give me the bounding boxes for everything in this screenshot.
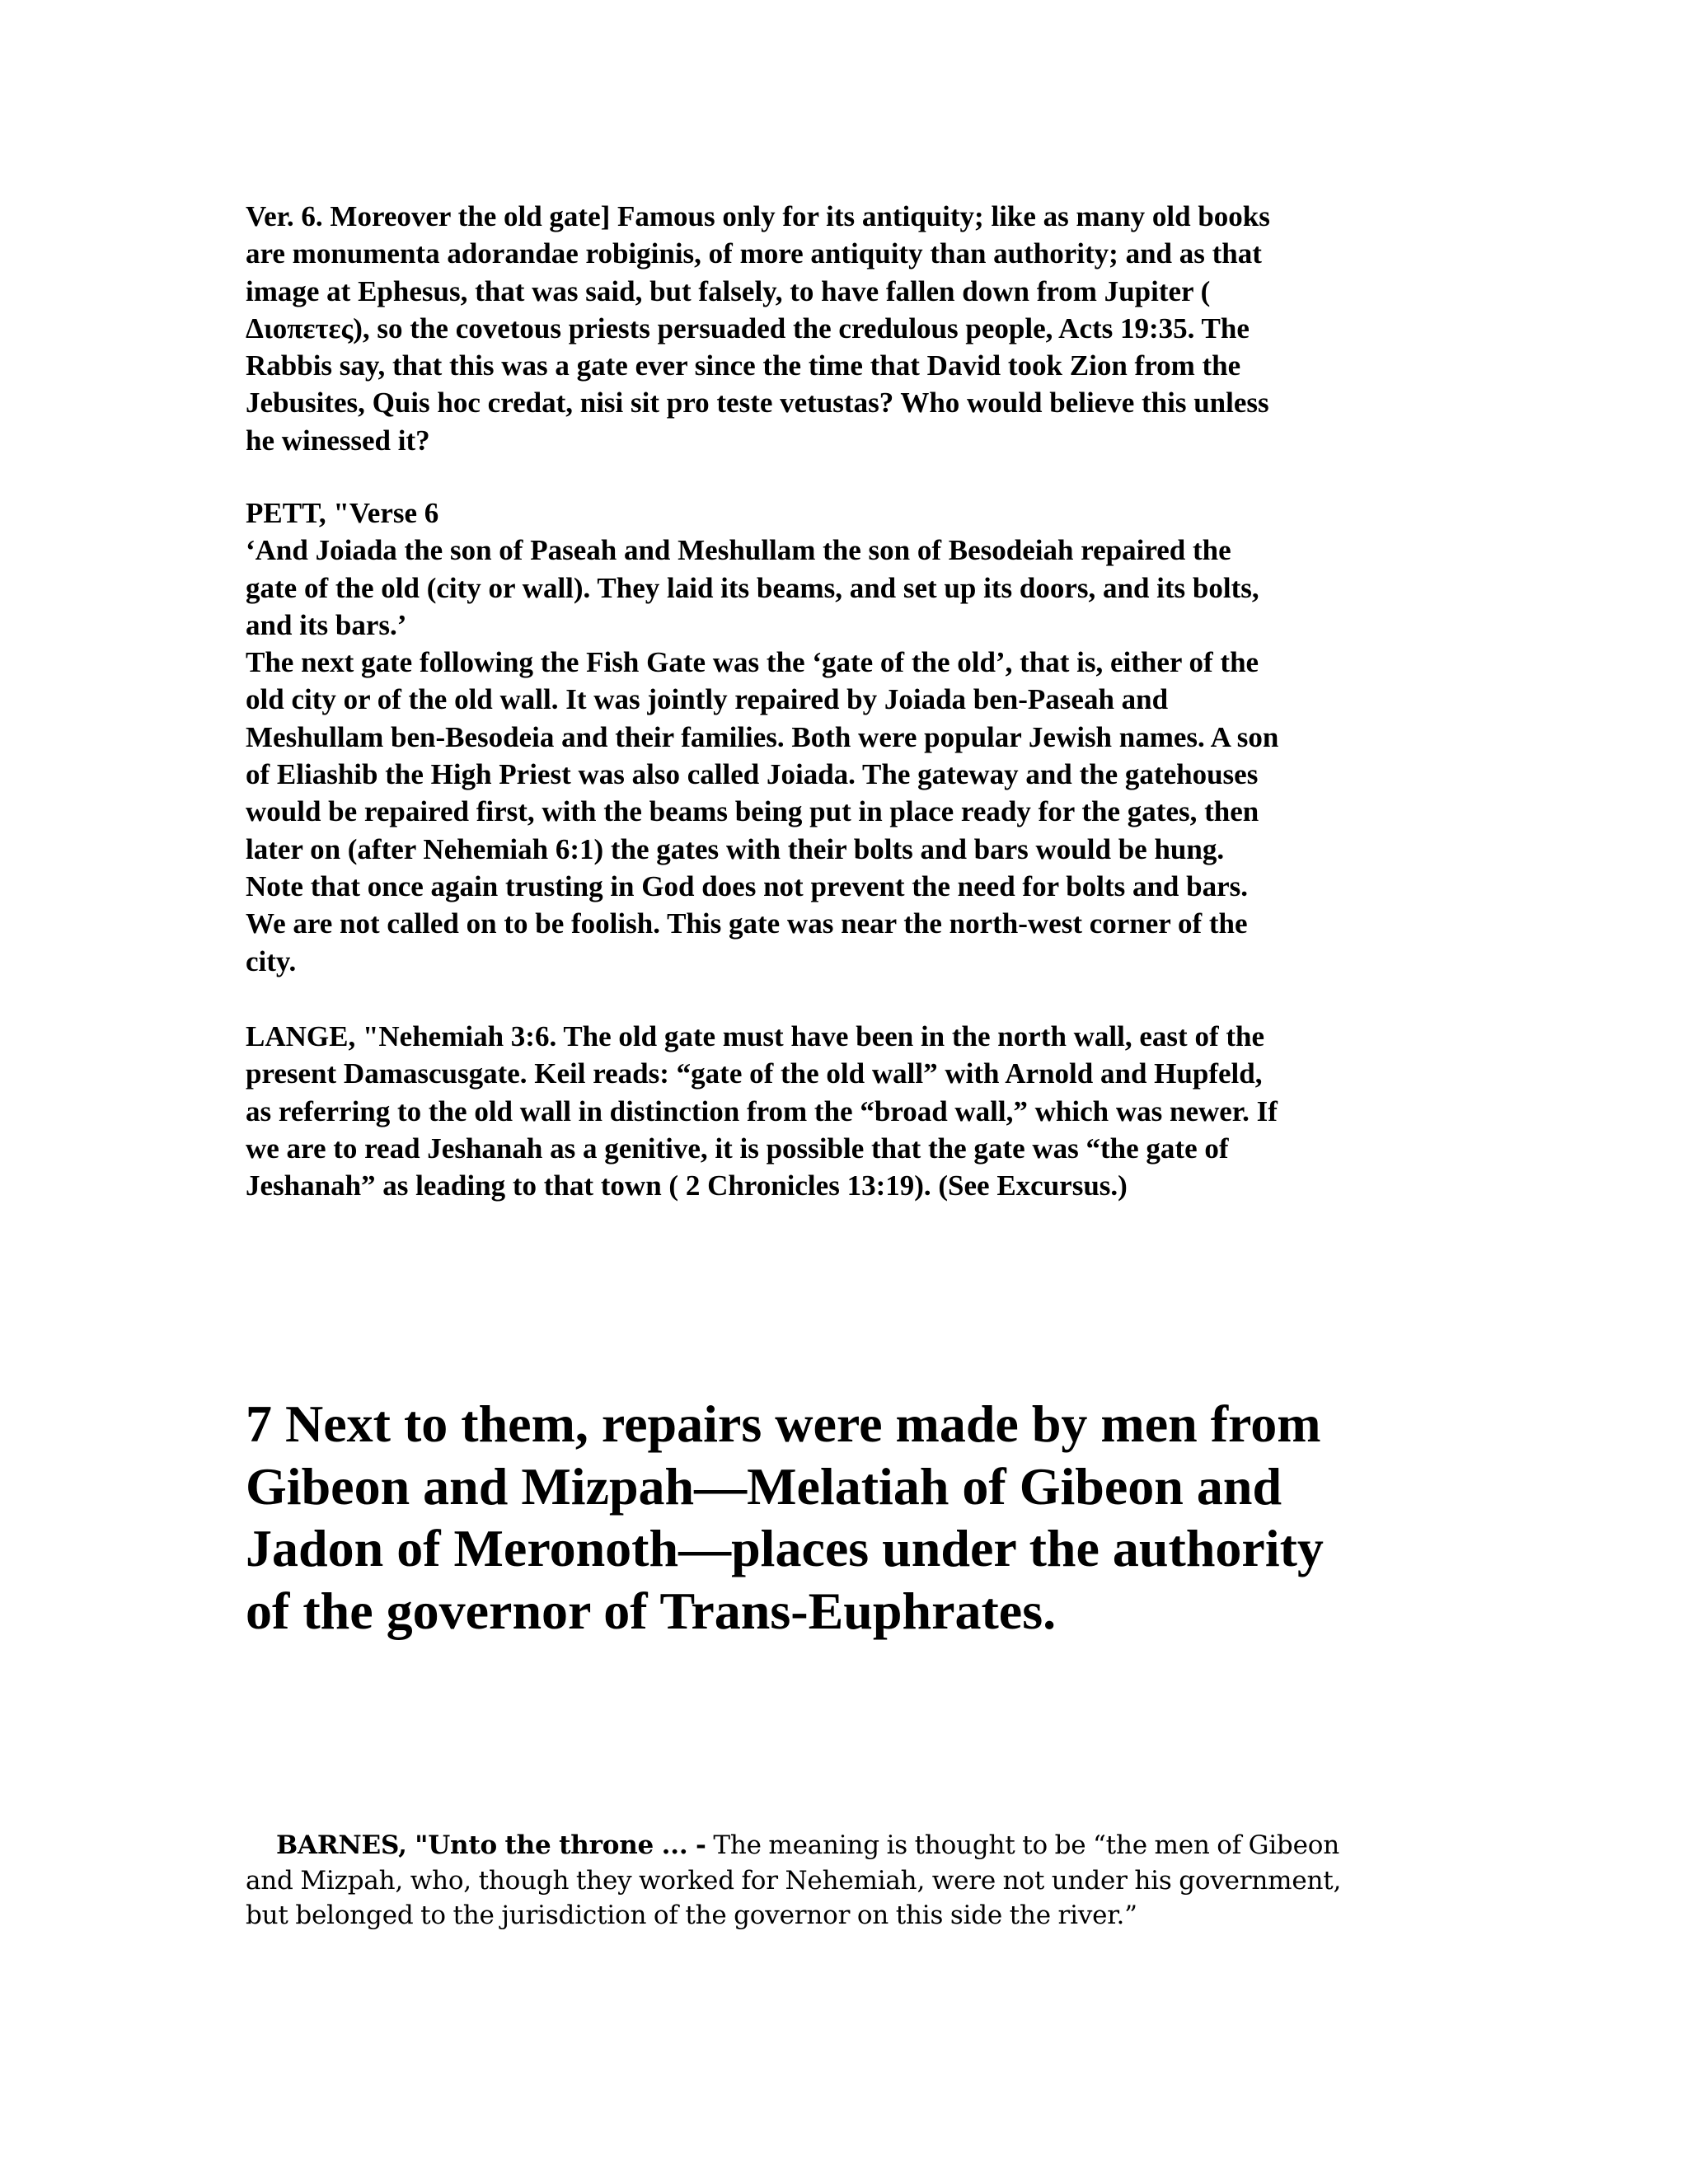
text-line: Ver. 6. Moreover the old gate] Famous only for its antiquity; like as many old books — [246, 200, 1270, 232]
text-line: Rabbis say, that this was a gate ever since the time that David took Zion from the — [246, 349, 1241, 382]
commentary-lange — [246, 1018, 1449, 1204]
text-line: we are to read Jeshanah as a genitive, it is possible that the gate was “the gate of — [246, 1132, 1229, 1165]
text-line: he winessed it? — [246, 424, 430, 457]
text-line: present Damascusgate. Keil reads: “gate of the old wall” with Arnold and Hupfeld, — [246, 1057, 1263, 1090]
commentary-barnes — [246, 1828, 1449, 1933]
text-line: We are not called on to be foolish. This gate was near the north-west corner of the — [246, 907, 1248, 940]
commentary-pett — [246, 494, 1449, 980]
text-line: and Mizpah, who, though they worked for Nehemiah, were not under his government, — [246, 1865, 1342, 1896]
text-line: ‘And Joiada the son of Paseah and Meshullam the son of Besodeiah repaired the — [246, 534, 1231, 567]
text-line: Διοπετες), so the covetous priests persuaded the credulous people, Acts 19:35. The — [246, 312, 1250, 344]
verse-line: Gibeon and Mizpah—Melatiah of Gibeon and — [246, 1456, 1282, 1516]
verse-line: Jadon of Meronoth—places under the authority — [246, 1519, 1324, 1577]
text-line: city. — [246, 944, 297, 977]
text-line — [246, 1828, 1449, 1863]
commentary-heading: PETT, "Verse 6 — [246, 497, 439, 529]
text-line: Jeshanah” as leading to that town ( 2 Chronicles 13:19). (See Excursus.) — [246, 1169, 1128, 1202]
commentary-ver6 — [246, 198, 1449, 459]
text-line: of Eliashib the High Priest was also called Joiada. The gateway and the gatehouses — [246, 758, 1259, 791]
text-line: but belonged to the jurisdiction of the governor on this side the river.” — [246, 1900, 1137, 1931]
verse-7-heading — [246, 1393, 1498, 1642]
text-line: The next gate following the Fish Gate was the ‘gate of the old’, that is, either of the — [246, 646, 1259, 679]
text-line: later on (after Nehemiah 6:1) the gates with their bolts and bars would be hung. — [246, 832, 1225, 865]
verse-line: 7 Next to them, repairs were made by men from — [246, 1394, 1321, 1453]
text-line: Meshullam ben-Besodeia and their families. Both were popular Jewish names. A son — [246, 720, 1279, 753]
text-line: LANGE, "Nehemiah 3:6. The old gate must have been in the north wall, east of the — [246, 1020, 1265, 1052]
text-line: old city or of the old wall. It was jointly repaired by Joiada ben-Paseah and — [246, 683, 1169, 716]
text-line: Note that once again trusting in God does not prevent the need for bolts and bars. — [246, 869, 1248, 902]
text-line: gate of the old (city or wall). They laid its beams, and set up its doors, and its bolts, — [246, 571, 1259, 604]
verse-line: of the governor of Trans-Euphrates. — [246, 1581, 1057, 1640]
text-line: are monumenta adorandae robiginis, of more antiquity than authority; and as that — [246, 237, 1262, 270]
text-line: would be repaired first, with the beams being put in place ready for the gates, then — [246, 795, 1259, 828]
commentary-heading: BARNES, "Unto the throne ... - — [276, 1830, 706, 1860]
text-line: and its bars.’ — [246, 608, 407, 641]
text-span: The meaning is thought to be “the men of Gibeon — [706, 1830, 1339, 1860]
text-line: as referring to the old wall in distinction from the “broad wall,” which was newer. If — [246, 1094, 1278, 1127]
text-line: image at Ephesus, that was said, but falsely, to have fallen down from Jupiter ( — [246, 274, 1211, 307]
text-line: Jebusites, Quis hoc credat, nisi sit pro teste vetustas? Who would believe this unless — [246, 387, 1269, 419]
